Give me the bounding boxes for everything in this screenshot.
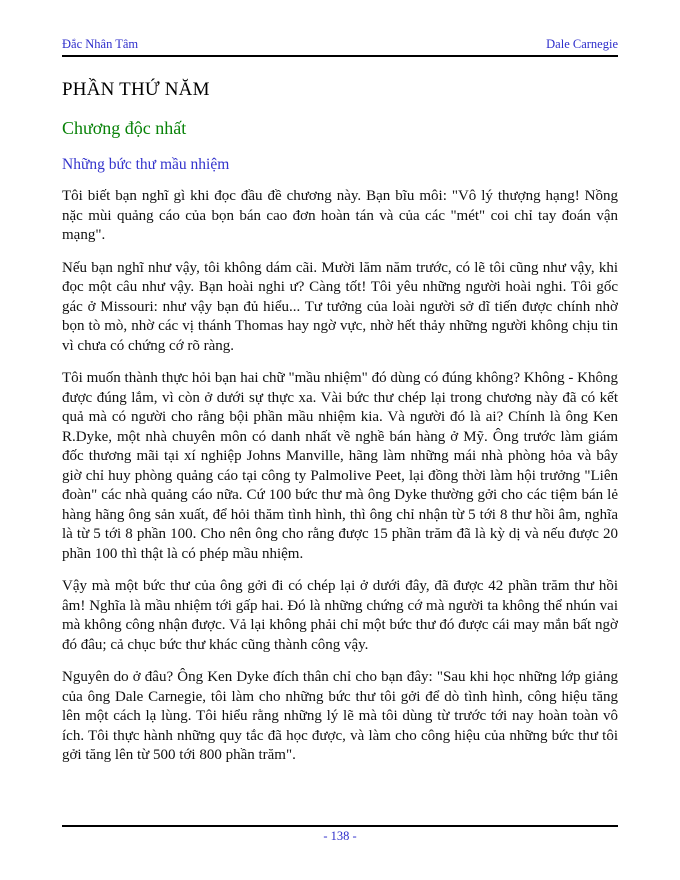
paragraph-3: Tôi muốn thành thực hỏi bạn hai chữ "mầu nhiệm" đó dùng có đúng không? Không - Không được đúng lắm, vì còn ở dưới sự thực xa. Vài bức thư chép lại trong chương này đã có kết quả mà có người cho rằng bội phần mầu nhiệm kia. Và người đó là ai? Chính là ông Ken R.Dyke, một nhà chuyên môn có danh nhất về nghề bán hàng ở Mỹ. Ông trước làm giám đốc thương mãi tại xí nghiệp Johns Manville, hãng làm những mái nhà phòng hỏa và bây giờ chỉ huy phòng quảng cáo tại công ty Palmolive Peet, lại đồng thời làm hội trưởng "Liên đoàn" các nhà quảng cáo nữa. Cứ 100 bức thư mà ông Dyke thường gởi cho các tiệm bán lẻ hàng hãng ông sản xuất, để hỏi thăm tình hình, thì ông chỉ nhận từ 5 tới 8 thư hồi âm, nghĩa là từ 5 tới 8 phần 100. Cho nên ông cho rằng được 15 phần trăm đã là kỳ dị và nếu được 20 phần 100 thì thật là có phép mầu nhiệm. — [62, 370, 618, 562]
chapter-title: Chương độc nhất — [62, 118, 187, 138]
paragraph-5: Nguyên do ở đâu? Ông Ken Dyke đích thân chỉ cho bạn đây: "Sau khi học những lớp giảng của ông Dale Carnegie, tôi làm cho những bức thư tôi gởi để dò tình hình, công hiệu tăng lên một cách lạ lùng. Tôi hiểu rằng những lý lẽ mà tôi dùng từ trước tới nay hoàn toàn vô ích. Tôi thực hành những quy tắc đã học được, và làm cho công hiệu của những bức thư tôi gởi tăng lên từ 500 tới 800 phần trăm". — [62, 669, 618, 763]
section-title: Những bức thư mầu nhiệm — [62, 156, 230, 173]
paragraph-2: Nếu bạn nghĩ như vậy, tôi không dám cãi. Mười lăm năm trước, có lẽ tôi cũng như vậy, khi đọc một câu như vậy. Bạn hoài nghi ư? Càng tốt! Tôi yêu những người hoài nghi. Tôi gốc gác ở Missouri: như vậy bạn đủ hiểu... Tư tưởng của loài người sở dĩ tiến được chính nhờ bọn tò mò, nhờ các vị thánh Thomas hay ngờ vực, nhờ hết thảy những người không chịu tin vì chưa có chứng cớ rõ ràng. — [62, 259, 618, 354]
part-title: PHẦN THỨ NĂM — [62, 79, 210, 100]
paragraph-4: Vậy mà một bức thư của ông gởi đi có chép lại ở dưới đây, đã được 42 phần trăm thư hồi âm! Nghĩa là mầu nhiệm tới gấp hai. Đó là những chứng cớ mà người ta không thể nhún vai mà không công nhận được. Vả lại không phải chỉ một bức thư đó được cái may mắn bất ngờ đó đâu; cả chục bức thư khác cũng thành công vậy. — [62, 578, 618, 653]
body-text — [62, 187, 618, 766]
header-book-title: Đắc Nhân Tâm — [62, 37, 139, 51]
header-author-name: Dale Carnegie — [546, 37, 618, 51]
running-footer — [62, 825, 618, 844]
page-number: - 138 - — [323, 829, 357, 843]
running-header — [62, 0, 618, 57]
paragraph-1: Tôi biết bạn nghĩ gì khi đọc đầu đề chương này. Bạn bĩu môi: "Vô lý thượng hạng! Nồng nặc mùi quảng cáo của bọn bán cao đơn hoàn tán và của các "mét" coi chỉ tay đoán vận mạng". — [62, 188, 618, 243]
